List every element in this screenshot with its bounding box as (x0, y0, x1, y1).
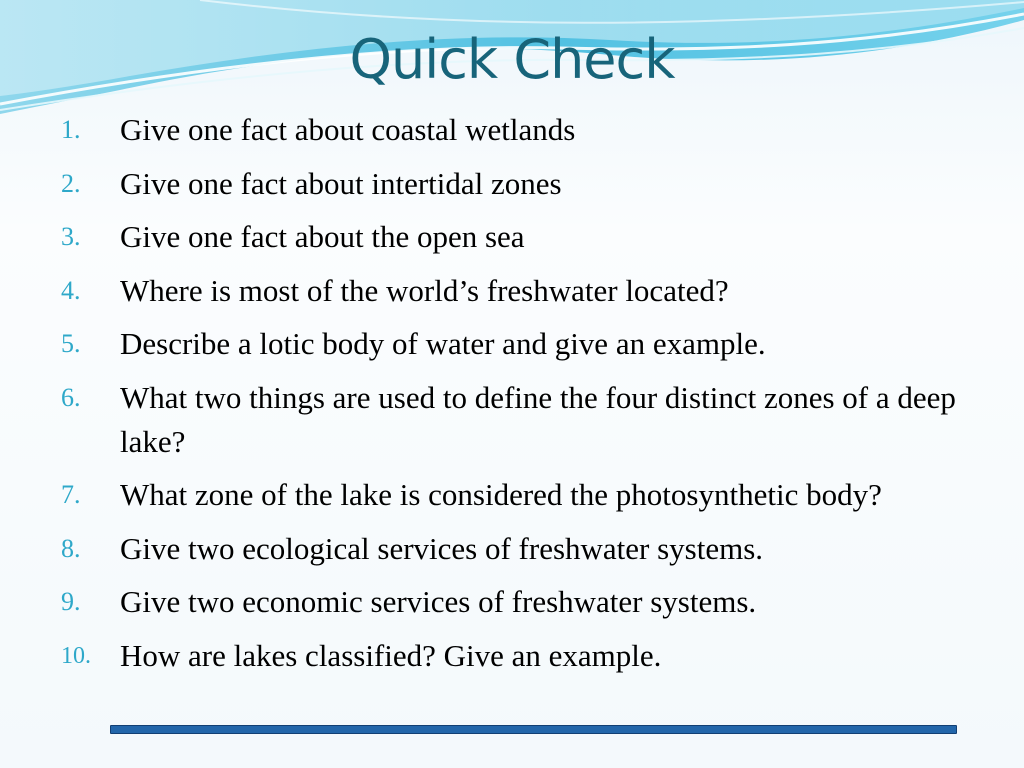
list-item (0, 162, 1024, 206)
list-item-text: How are lakes classified? Give an example. (120, 637, 662, 673)
list-item (0, 634, 1024, 678)
list-item (0, 527, 1024, 571)
list-item-text: What zone of the lake is considered the photosynthetic body? (120, 477, 882, 512)
list-item-text: Give one fact about intertidal zones (120, 165, 562, 201)
list-number: 9. (61, 587, 81, 616)
list-item-text: Describe a lotic body of water and give an example. (120, 326, 766, 361)
question-list (0, 108, 1024, 687)
list-number: 10. (61, 642, 91, 669)
list-item (0, 473, 1024, 517)
list-number: 6. (61, 382, 81, 412)
list-item-text: Give two economic services of freshwater systems. (120, 584, 757, 619)
list-number: 5. (61, 329, 81, 358)
list-item (0, 269, 1024, 313)
list-number: 3. (61, 222, 81, 251)
list-item-text: What two things are used to define the four distinct zones of a deep lake? (120, 379, 956, 459)
list-item (0, 215, 1024, 259)
slide-title: Quick Check (349, 28, 675, 91)
list-item (0, 108, 1024, 152)
list-number: 2. (61, 168, 81, 198)
list-item-text: Give two ecological services of freshwater systems. (120, 530, 764, 566)
list-item (0, 580, 1024, 624)
list-number: 7. (61, 480, 81, 509)
list-number: 1. (61, 115, 81, 144)
list-item-text: Give one fact about the open sea (120, 219, 525, 254)
bottom-bar (110, 725, 957, 734)
list-number: 8. (61, 533, 81, 563)
list-item (0, 322, 1024, 366)
list-number: 4. (61, 275, 81, 305)
list-item-text: Give one fact about coastal wetlands (120, 112, 576, 147)
list-item (0, 376, 1024, 464)
list-item-text: Where is most of the world’s freshwater located? (120, 272, 729, 308)
